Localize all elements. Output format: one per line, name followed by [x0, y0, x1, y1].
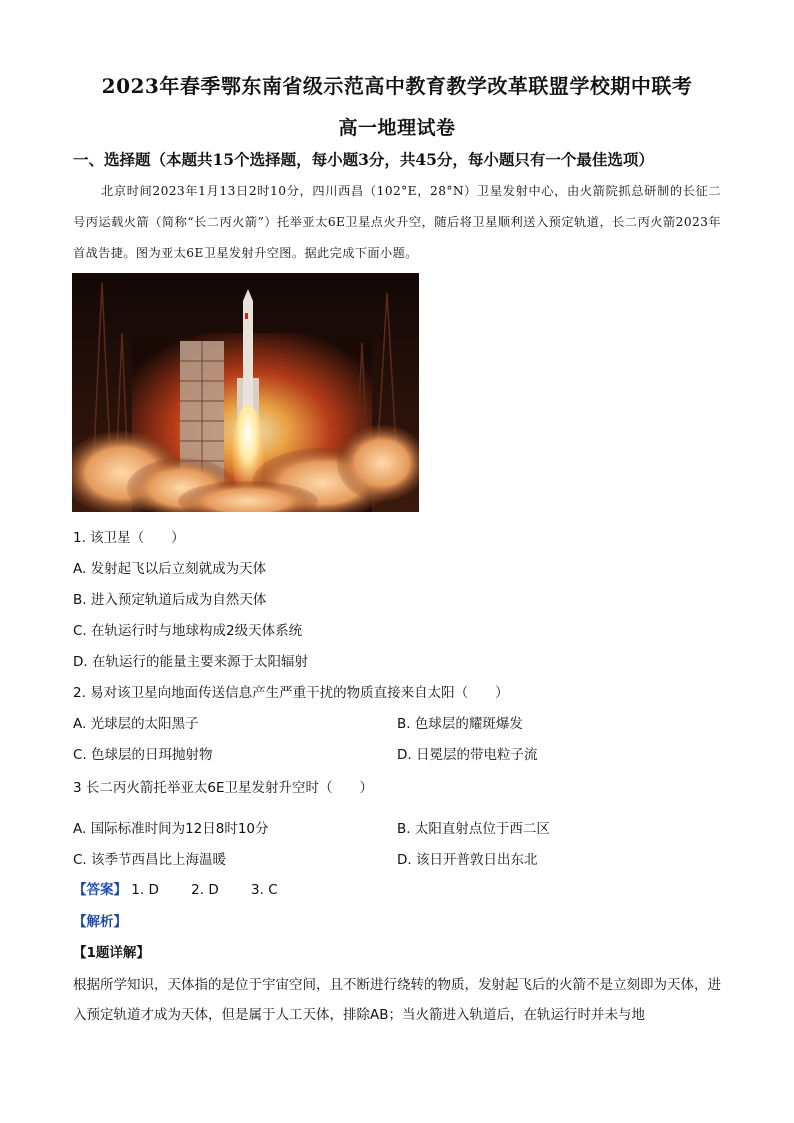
answer-3: 3. C [251, 882, 278, 898]
question-3-option-c: C. 该季节西昌比上海温暖 [73, 852, 227, 868]
question-1-option-c: C. 在轨运行时与地球构成2级天体系统 [73, 623, 303, 639]
detail-heading: 【1题详解】 [73, 945, 150, 961]
question-passage: 北京时间2023年1月13日2时10分，四川西昌（102°E，28°N）卫星发射中心，由火箭院抓总研制的长征二号丙运载火箭（简称“长二丙火箭”）托举亚太6E卫星点火升空，随后将卫星顺利送入预定轨道，长二丙火箭2023年首战告捷。图为亚太6E卫星发射升空图。据此完成下面小题。 [73, 184, 721, 260]
analysis-text: 根据所学知识，天体指的是位于宇宙空间，且不断进行绕转的物质，发射起飞后的火箭不是立刻即为天体，进入预定轨道才成为天体，但是属于人工天体，排除AB；当火箭进入轨道后，在轨运行时并未与地 [73, 977, 721, 1023]
section-heading: 一、选择题（本题共15个选择题，每小题3分，共45分，每小题只有一个最佳选项） [73, 150, 654, 169]
question-2-option-c: C. 色球层的日珥抛射物 [73, 747, 213, 763]
question-3-option-b: B. 太阳直射点位于西二区 [397, 821, 550, 837]
analysis-tag: 【解析】 [73, 914, 127, 930]
answer-1: 1. D [131, 882, 159, 898]
question-3-stem: 3 长二丙火箭托举亚太6E卫星发射升空时（ ） [73, 780, 373, 796]
question-1-option-d: D. 在轨运行的能量主要来源于太阳辐射 [73, 654, 308, 670]
question-2-stem: 2. 易对该卫星向地面传送信息产生严重干扰的物质直接来自太阳（ ） [73, 685, 509, 701]
question-2-option-d: D. 日冕层的带电粒子流 [397, 747, 538, 763]
question-1-option-b: B. 进入预定轨道后成为自然天体 [73, 592, 267, 608]
question-3-option-a: A. 国际标准时间为12日8时10分 [73, 821, 269, 837]
question-1-option-a: A. 发射起飞以后立刻就成为天体 [73, 561, 267, 577]
question-2-option-b: B. 色球层的耀斑爆发 [397, 716, 523, 732]
exam-subtitle: 高一地理试卷 [338, 117, 456, 139]
answer-tag: 【答案】 [73, 882, 127, 898]
question-2-option-a: A. 光球层的太阳黑子 [73, 716, 199, 732]
rocket-launch-photo [72, 273, 419, 512]
exam-title: 2023年春季鄂东南省级示范高中教育教学改革联盟学校期中联考 [101, 74, 693, 98]
question-1-stem: 1. 该卫星（ ） [73, 530, 185, 546]
answer-2: 2. D [191, 882, 219, 898]
question-3-option-d: D. 该日开普敦日出东北 [397, 852, 538, 868]
answer-line [73, 878, 306, 898]
